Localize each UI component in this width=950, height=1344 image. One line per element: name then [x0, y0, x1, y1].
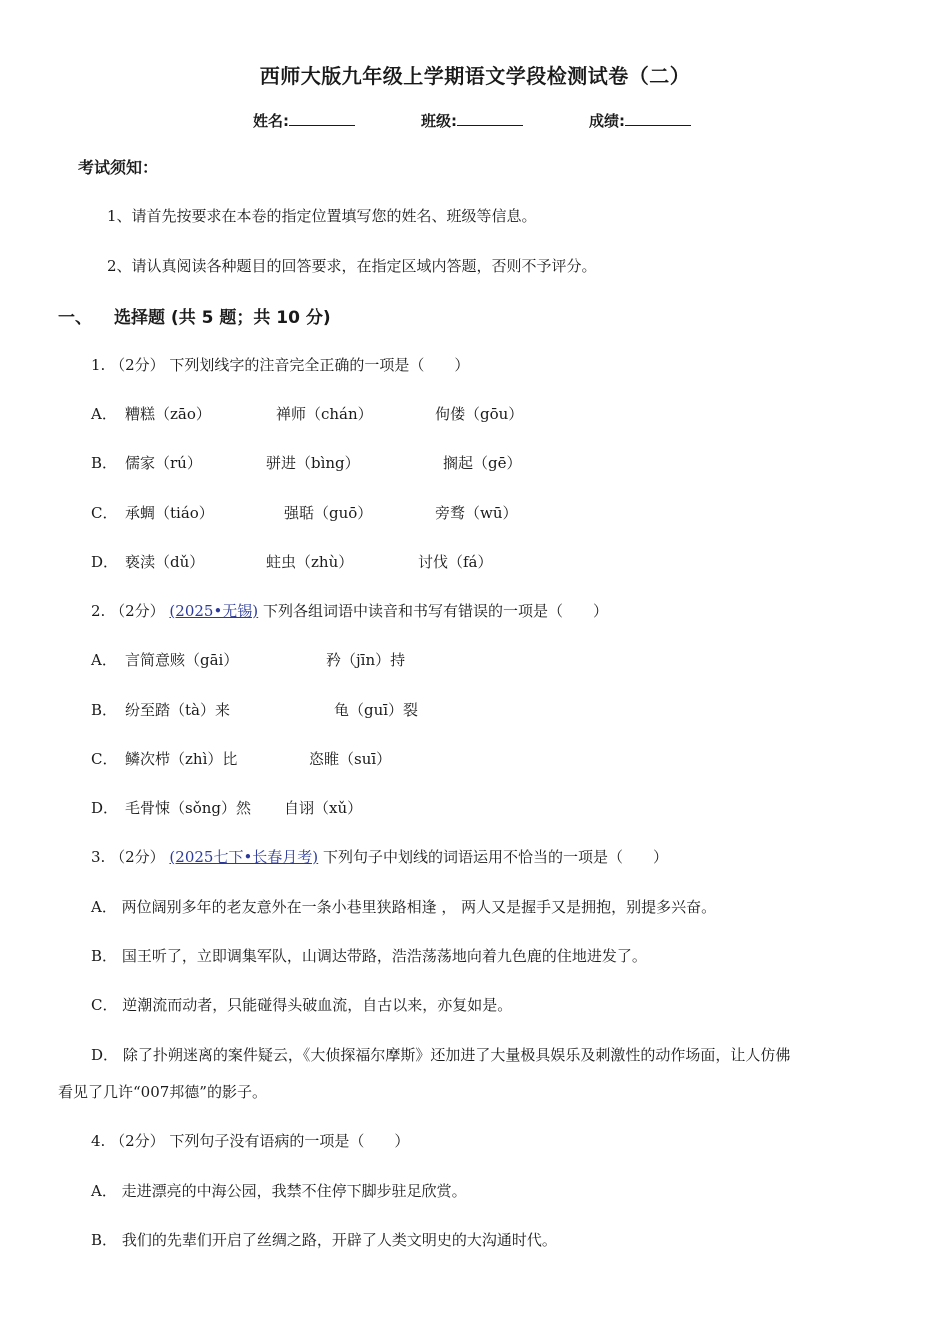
option-label: D． — [91, 553, 119, 571]
option-part: 儒家（rú） — [125, 454, 202, 472]
option-part: 毛骨悚（sǒng）然 — [125, 799, 251, 817]
question-points: （2分） — [110, 356, 165, 374]
question-source-link[interactable]: (2025七下•长春月考) — [169, 848, 319, 866]
question-text: 下列句子没有语病的一项是（ ） — [169, 1132, 410, 1150]
option-b[interactable] — [91, 699, 117, 720]
option-b[interactable] — [91, 945, 647, 966]
class-label: 班级: — [421, 112, 457, 130]
option-part: 糟糕（zāo） — [125, 405, 211, 423]
option-part: 佝偻（gōu） — [435, 405, 524, 423]
question-text: 下列各组词语中读音和书写有错误的一项是（ ） — [262, 602, 608, 620]
option-part: 自诩（xǔ） — [284, 799, 363, 817]
option-part: 言简意赅（gāi） — [125, 651, 239, 669]
option-a[interactable] — [91, 403, 117, 424]
question-points: （2分） — [110, 602, 165, 620]
option-c[interactable] — [91, 994, 512, 1015]
question-points: （2分） — [110, 1132, 165, 1150]
option-c[interactable] — [91, 502, 117, 523]
option-part: 龟（guī）裂 — [334, 701, 419, 719]
option-part: 禅师（chán） — [276, 405, 373, 423]
option-label: B． — [91, 701, 118, 719]
class-blank[interactable] — [457, 111, 523, 126]
option-a[interactable] — [91, 649, 117, 670]
score-field[interactable] — [589, 110, 691, 131]
name-label: 姓名: — [253, 112, 289, 130]
score-label: 成绩: — [589, 112, 625, 130]
option-label: C． — [91, 504, 118, 522]
option-part: 纷至踏（tà）来 — [125, 701, 230, 719]
section-heading — [58, 303, 331, 328]
option-label: B． — [91, 1231, 118, 1249]
question-number: 4. — [91, 1132, 106, 1150]
option-d[interactable] — [91, 551, 118, 572]
option-part: 鳞次栉（zhì）比 — [125, 750, 238, 768]
name-field[interactable] — [253, 110, 355, 131]
class-field[interactable] — [421, 110, 523, 131]
option-text: 走进漂亮的中海公园，我禁不住停下脚步驻足欣赏。 — [121, 1182, 467, 1200]
option-part: 讨伐（fá） — [418, 553, 493, 571]
option-b[interactable] — [91, 1229, 557, 1250]
question-3 — [91, 846, 668, 867]
option-b[interactable] — [91, 452, 117, 473]
option-a[interactable] — [91, 896, 716, 917]
section-number: 一、 — [58, 308, 92, 328]
question-2 — [91, 600, 608, 621]
question-number: 1. — [91, 356, 106, 374]
name-blank[interactable] — [289, 111, 355, 126]
question-source-link[interactable]: (2025•无锡) — [169, 602, 259, 620]
section-title: 选择题 (共 5 题；共 10 分) — [114, 308, 331, 328]
notice-item: 1、请首先按要求在本卷的指定位置填写您的姓名、班级等信息。 — [107, 207, 537, 225]
option-part: 恣睢（suī） — [309, 750, 392, 768]
option-part: 骈进（bìng） — [266, 454, 360, 472]
question-points: （2分） — [110, 848, 165, 866]
option-part: 蛀虫（zhù） — [266, 553, 354, 571]
option-text-continued: 看见了几许“007邦德”的影子。 — [58, 1083, 267, 1101]
option-label: C． — [91, 750, 118, 768]
option-label: A． — [91, 651, 117, 669]
option-part: 搁起（gē） — [443, 454, 522, 472]
question-1 — [91, 354, 469, 375]
option-label: A． — [91, 405, 117, 423]
option-part: 强聒（guō） — [284, 504, 373, 522]
option-d[interactable] — [91, 1044, 790, 1065]
option-part: 矜（jīn）持 — [326, 651, 406, 669]
option-part: 旁骛（wū） — [435, 504, 518, 522]
score-blank[interactable] — [625, 111, 691, 126]
option-a[interactable] — [91, 1180, 467, 1201]
option-text: 我们的先辈们开启了丝绸之路，开辟了人类文明史的大沟通时代。 — [121, 1231, 557, 1249]
question-text: 下列划线字的注音完全正确的一项是（ ） — [169, 356, 470, 374]
option-label: A． — [91, 1182, 117, 1200]
option-label: A． — [91, 898, 117, 916]
option-c[interactable] — [91, 748, 117, 769]
question-number: 2. — [91, 602, 106, 620]
option-text: 两位阔别多年的老友意外在一条小巷里狭路相逢 ， 两人又是握手又是拥抱，别提多兴奋。 — [121, 898, 717, 916]
notice-heading: 考试须知： — [78, 158, 159, 177]
option-text: 逆潮流而动者，只能碰得头破血流，自古以来，亦复如是。 — [122, 996, 513, 1014]
question-4 — [91, 1130, 409, 1151]
option-d[interactable] — [91, 797, 118, 818]
option-label: B． — [91, 454, 118, 472]
question-number: 3. — [91, 848, 106, 866]
option-text: 除了扑朔迷离的案件疑云，《大侦探福尔摩斯》还加进了大量极具娱乐及刺激性的动作场面，让人仿佛 — [122, 1046, 791, 1064]
option-text: 国王听了，立即调集军队，山调达带路，浩浩荡荡地向着九色鹿的住地进发了。 — [121, 947, 647, 965]
option-label: D． — [91, 1046, 119, 1064]
notice-item: 2、请认真阅读各种题目的回答要求，在指定区域内答题，否则不予评分。 — [107, 257, 597, 275]
option-label: D． — [91, 799, 119, 817]
option-label: C． — [91, 996, 118, 1014]
page-title: 西师大版九年级上学期语文学段检测试卷（二） — [259, 64, 691, 88]
option-label: B． — [91, 947, 118, 965]
option-part: 亵渎（dǔ） — [125, 553, 205, 571]
question-text: 下列句子中划线的词语运用不恰当的一项是（ ） — [322, 848, 668, 866]
option-part: 承蜩（tiáo） — [125, 504, 214, 522]
